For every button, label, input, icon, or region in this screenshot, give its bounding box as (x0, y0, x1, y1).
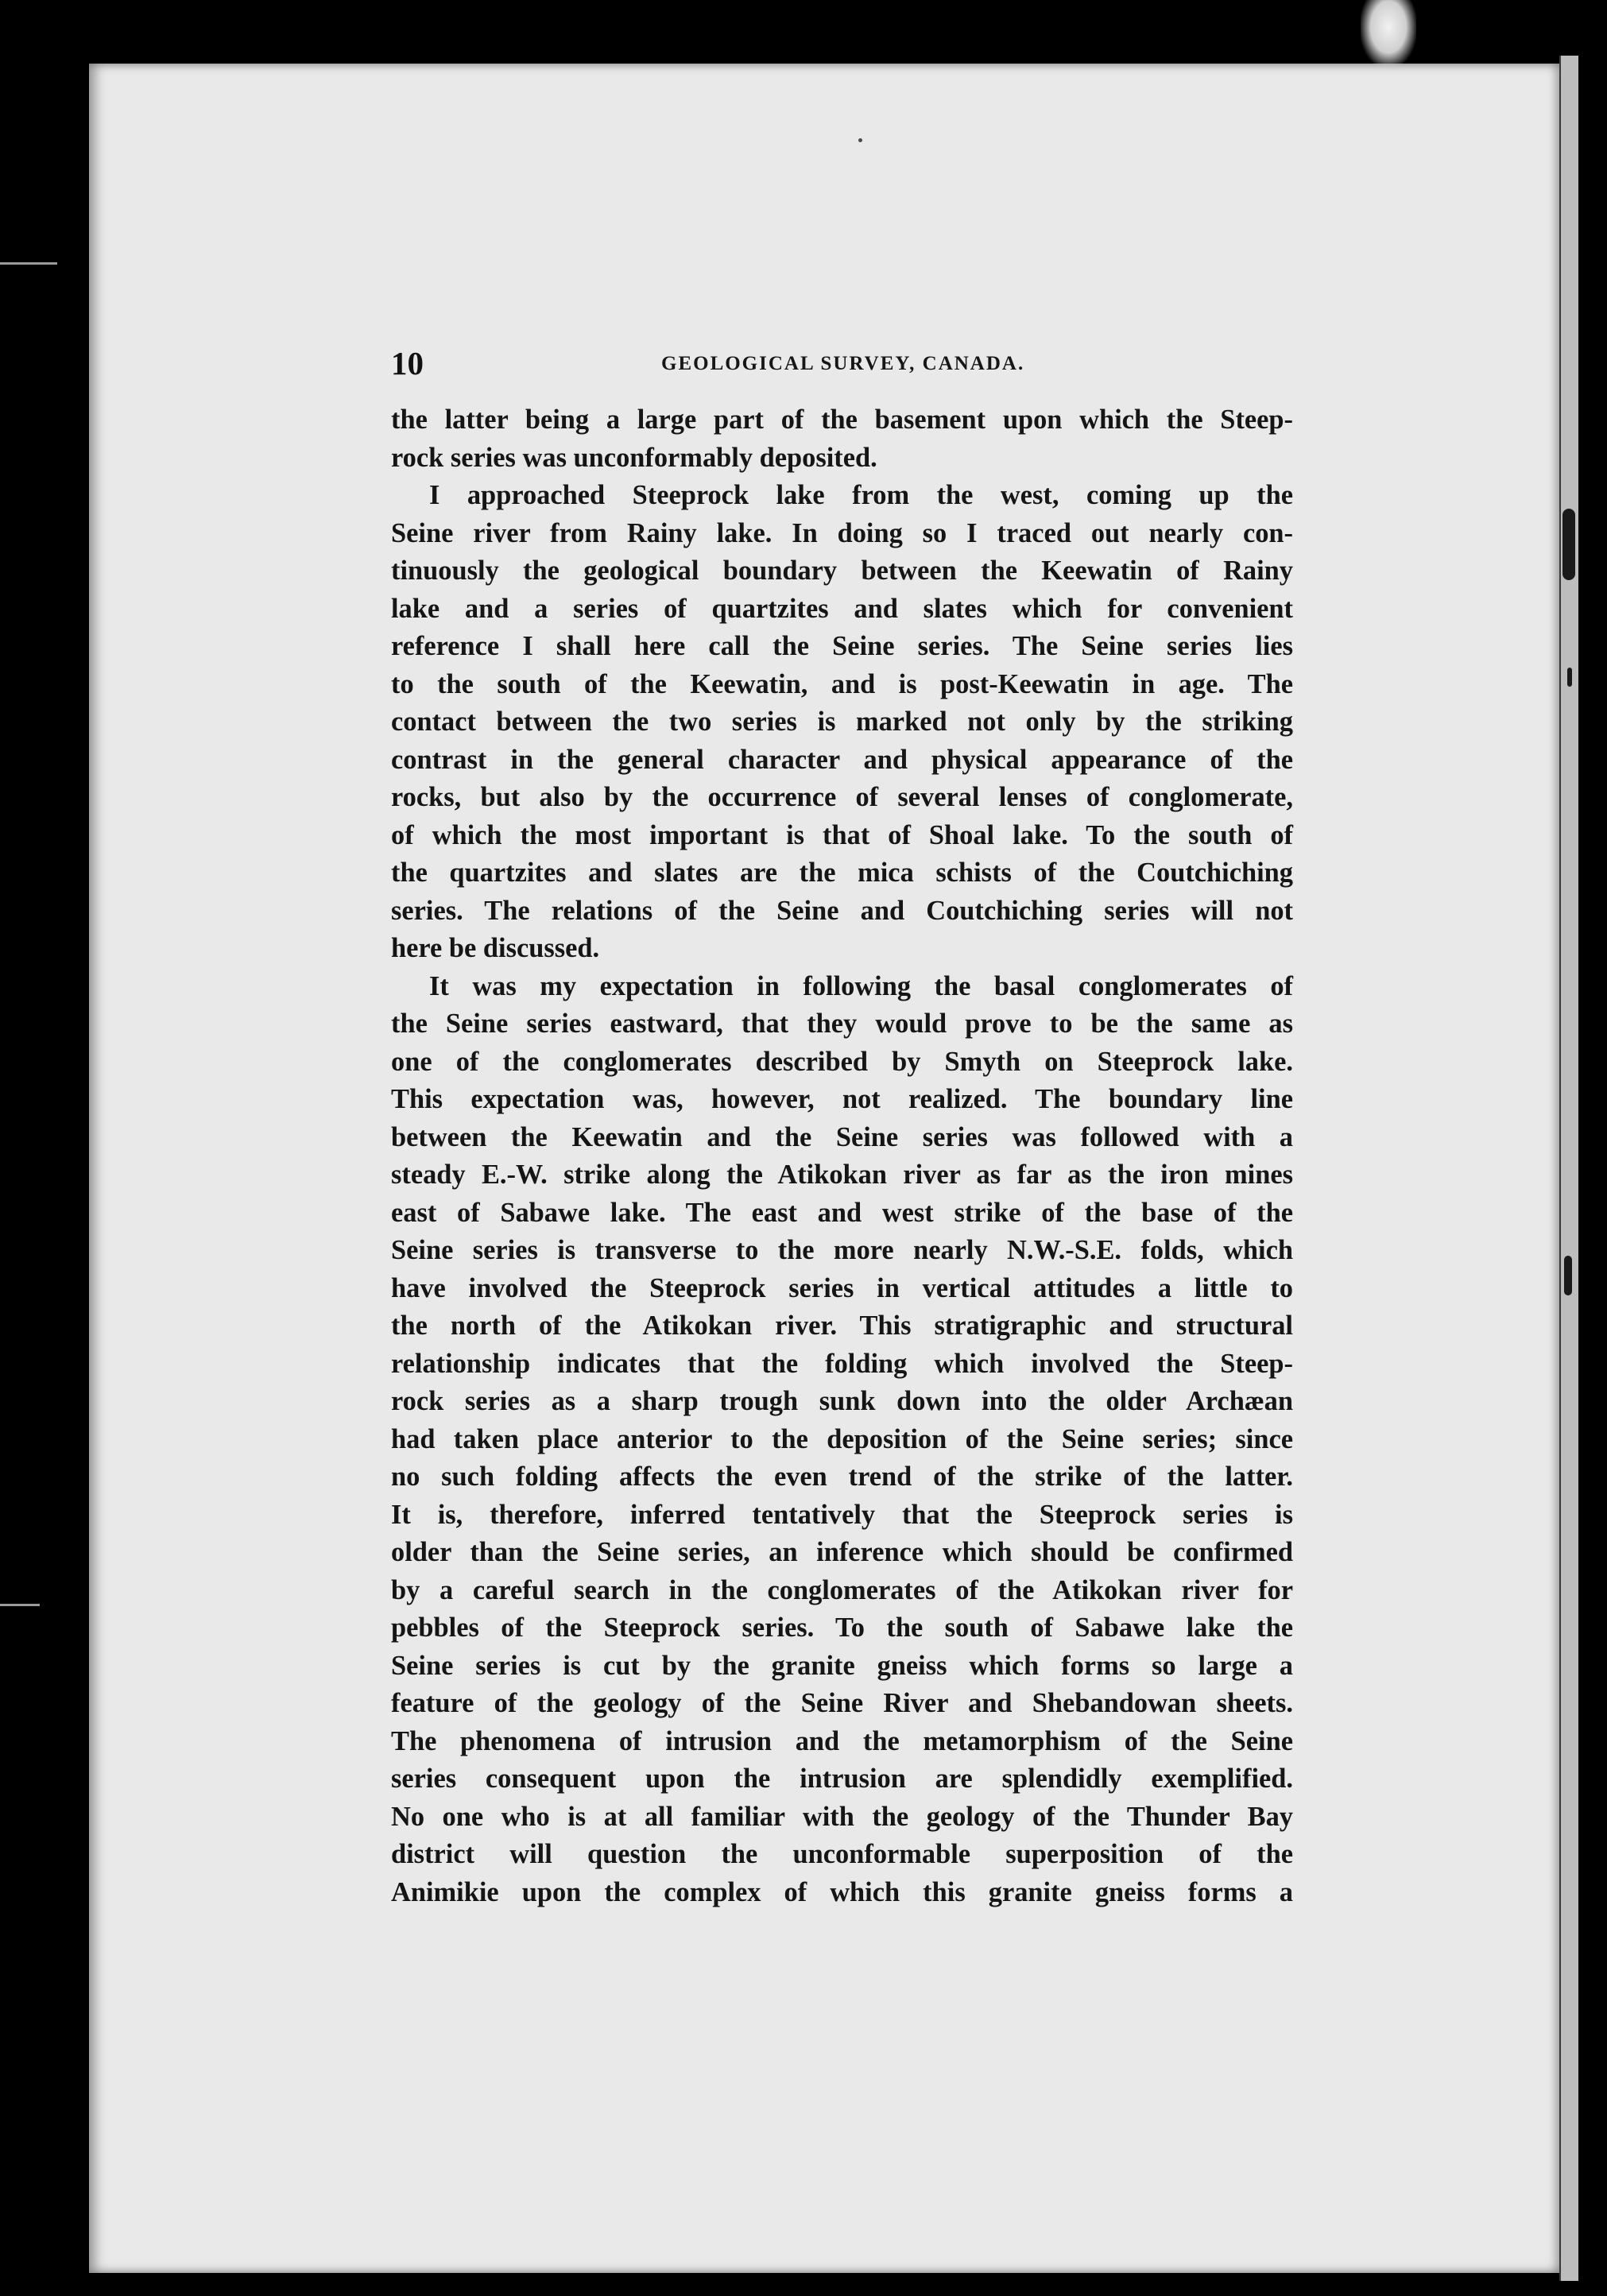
text-line: rock series as a sharp trough sunk down into the older Archæan (391, 1386, 1293, 1416)
margin-mark (0, 262, 57, 265)
facing-page-edge (1559, 56, 1578, 2281)
text-line: older than the Seine series, an inference which should be confirmed (391, 1537, 1293, 1567)
text-line: lake and a series of quartzites and slates which for convenient (391, 593, 1293, 624)
running-head: GEOLOGICAL SURVEY, CANADA. (661, 353, 1025, 374)
text-line: tinuously the geological boundary between the Keewatin of Rainy (391, 556, 1293, 586)
dust-speck (858, 138, 862, 142)
text-line: I approached Steeprock lake from the west, coming up the (429, 480, 1293, 510)
text-line: by a careful search in the conglomerates of the Atikokan river for (391, 1574, 1293, 1605)
text-line: It is, therefore, inferred tentatively that the Steeprock series is (391, 1499, 1293, 1530)
text-line: contrast in the general character and physical appearance of the (391, 744, 1293, 775)
text-line: the Seine series eastward, that they would prove to be the same as (391, 1009, 1293, 1039)
text-line: This expectation was, however, not realized. The boundary line (391, 1084, 1293, 1114)
text-line: steady E.-W. strike along the Atikokan river as far as the iron mines (391, 1160, 1293, 1190)
text-line: the quartzites and slates are the mica schists of the Coutchiching (391, 858, 1293, 888)
text-line: pebbles of the Steeprock series. To the south of Sabawe lake the (391, 1613, 1293, 1643)
text-line: Seine river from Rainy lake. In doing so I traced out nearly con- (391, 517, 1293, 548)
text-line: contact between the two series is marked not only by the striking (391, 707, 1293, 737)
edge-artifact (1567, 668, 1572, 687)
text-line: Seine series is cut by the granite gneiss which forms so large a (391, 1650, 1293, 1681)
page-number: 10 (391, 345, 424, 381)
page-header (391, 343, 1293, 383)
text-line: rocks, but also by the occurrence of several lenses of conglomerate, (391, 782, 1293, 812)
text-line: feature of the geology of the Seine River and Shebandowan sheets. (391, 1688, 1293, 1718)
text-line: relationship indicates that the folding which involved the Steep- (391, 1348, 1293, 1379)
edge-artifact (1562, 509, 1575, 580)
text-line: series consequent upon the intrusion are splendidly exemplified. (391, 1764, 1293, 1794)
text-line: have involved the Steeprock series in vertical attitudes a little to (391, 1272, 1293, 1303)
text-line: east of Sabawe lake. The east and west strike of the base of the (391, 1197, 1293, 1228)
text-line: The phenomena of intrusion and the metamorphism of the Seine (391, 1725, 1293, 1756)
text-line: of which the most important is that of Shoal lake. To the south of (391, 819, 1293, 850)
text-line: series. The relations of the Seine and Coutchiching series will not (391, 895, 1293, 926)
body-text (391, 401, 1293, 1911)
text-line: Animikie upon the complex of which this granite gneiss forms a (391, 1876, 1293, 1907)
text-line: reference I shall here call the Seine series. The Seine series lies (391, 631, 1293, 661)
text-line: Seine series is transverse to the more nearly N.W.-S.E. folds, which (391, 1235, 1293, 1265)
text-line: no such folding affects the even trend of the strike of the latter. (391, 1462, 1293, 1492)
text-line: one of the conglomerates described by Smyth on Steeprock lake. (391, 1046, 1293, 1077)
text-line: rock series was unconformably deposited. (391, 442, 877, 473)
text-line: to the south of the Keewatin, and is post-Keewatin in age. The (391, 668, 1293, 699)
edge-artifact (1564, 1256, 1572, 1295)
scan-corner-artifact (1361, 0, 1416, 68)
text-line: here be discussed. (391, 933, 600, 963)
text-line: It was my expectation in following the basal conglomerates of (429, 970, 1293, 1001)
text-line: the latter being a large part of the basement upon which the Steep- (391, 405, 1293, 435)
text-line: had taken place anterior to the deposition of the Seine series; since (391, 1423, 1293, 1454)
margin-mark (0, 1604, 40, 1606)
text-line: the north of the Atikokan river. This stratigraphic and structural (391, 1311, 1293, 1341)
text-line: between the Keewatin and the Seine series was followed with a (391, 1121, 1293, 1152)
text-line: district will question the unconformable superposition of the (391, 1839, 1293, 1869)
text-line: No one who is at all familiar with the geology of the Thunder Bay (391, 1801, 1293, 1832)
